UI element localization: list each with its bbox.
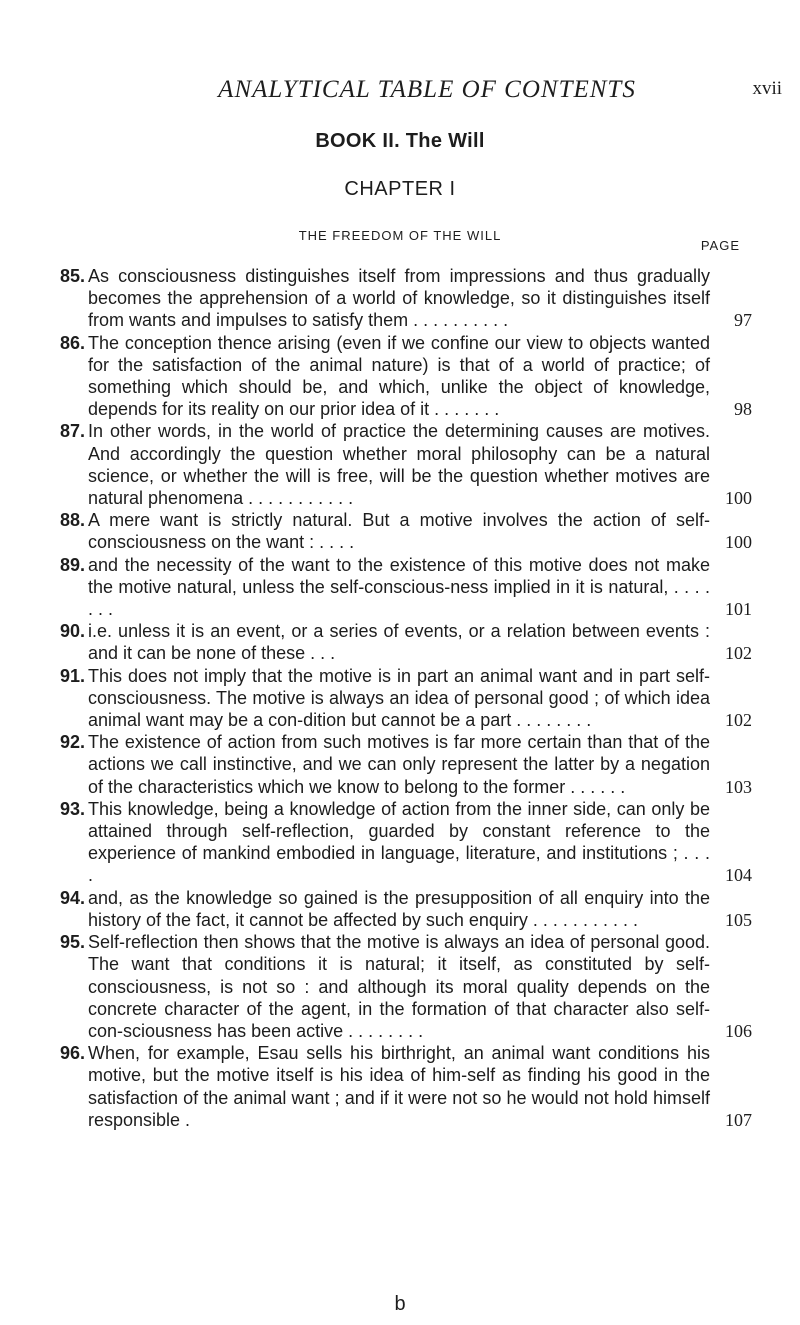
page-folio: xvii — [752, 78, 782, 99]
entry-page: 104 — [725, 865, 752, 886]
running-title: ANALYTICAL TABLE OF CONTENTS — [218, 76, 636, 103]
contents-entry — [60, 1042, 752, 1131]
entry-text: The existence of action from such motives is far more certain than that of the actions we call instinctive, and we can only represent the latter by a negation of the characteristics which we know to belong to the former . . . . . . — [88, 732, 710, 797]
entry-text: and, as the knowledge so gained is the presupposition of all enquiry into the history of the fact, it cannot be affected by such enquiry . . . . . . . . . . . — [88, 887, 710, 930]
entry-text: Self-reflection then shows that the motive is always an idea of personal good. The want that conditions it is natural; it itself, as constituted by self-consciousness, is not so : and although its moral quality depends on the concrete character of the agent, in the formation of that character also self-con-sciousness has been active . . . . . . . . — [88, 932, 710, 1041]
contents-entry — [60, 332, 752, 421]
entry-number: 91. — [60, 665, 86, 686]
chapter-title: THE FREEDOM OF THE WILL — [298, 228, 502, 243]
entry-page: 100 — [725, 532, 752, 553]
signature-mark: b — [394, 1293, 406, 1315]
entry-page: 107 — [725, 1109, 752, 1130]
entry-text: As consciousness distinguishes itself from impressions and thus gradually becomes the apprehension of a world of knowledge, so it distinguishes itself from wants and impulses to satisfy them . . . . . . . . . . — [88, 266, 710, 331]
entry-number: 90. — [60, 621, 86, 642]
contents-list — [60, 265, 752, 1131]
entry-page: 102 — [725, 710, 752, 731]
contents-entry — [60, 887, 752, 931]
entry-number: 86. — [60, 332, 86, 353]
entry-page: 105 — [725, 909, 752, 930]
entry-number: 87. — [60, 421, 86, 442]
entry-number: 85. — [60, 266, 86, 286]
entry-number: 94. — [60, 887, 86, 908]
entry-number: 89. — [60, 554, 86, 575]
contents-entry — [60, 554, 752, 621]
entry-number: 96. — [60, 1043, 86, 1064]
entry-text: The conception thence arising (even if we confine our view to objects wanted for the satisfaction of the animal nature) is that of a world of practice; of something which should be, and which, unlike the object of knowledge, depends for its reality on our prior idea of it . . . . . . . — [88, 332, 710, 420]
contents-entry — [60, 731, 752, 798]
entry-page: 97 — [734, 310, 752, 331]
entry-page: 102 — [725, 643, 752, 664]
contents-entry — [60, 509, 752, 553]
contents-entry — [60, 420, 752, 509]
contents-entry — [60, 798, 752, 887]
entry-page: 100 — [725, 488, 752, 509]
chapter-label: CHAPTER I — [344, 178, 456, 200]
entry-page: 101 — [725, 599, 752, 620]
running-head — [142, 76, 782, 106]
entry-number: 88. — [60, 510, 86, 531]
entry-text: A mere want is strictly natural. But a motive involves the action of self-consciousness on the want : . . . . — [88, 510, 710, 553]
entry-page: 103 — [725, 776, 752, 797]
entry-text: i.e. unless it is an event, or a series of events, or a relation between events : and it can be none of these . . . — [88, 621, 710, 664]
entry-text: This knowledge, being a knowledge of action from the inner side, can only be attained through self-reflection, guarded by constant reference to the experience of mankind embodied in language, literature, and institutions ; . . . . — [88, 798, 710, 886]
contents-entry — [60, 665, 752, 732]
entry-text: This does not imply that the motive is in part an animal want and in part self-consciousness. The motive is always an idea of personal good ; of which idea animal want may be a con-dition but cannot be a part . . . . . . . . — [88, 665, 710, 731]
contents-entry — [60, 931, 752, 1042]
entry-text: When, for example, Esau sells his birthright, an animal want conditions his motive, but the motive itself is his idea of him-self as finding his good in the satisfaction of the animal want ; and if it were not so he would not hold himself responsible . — [88, 1043, 710, 1130]
contents-entry — [60, 265, 752, 332]
entry-page: 98 — [734, 399, 752, 420]
page-column-label: PAGE — [700, 238, 740, 253]
entry-number: 93. — [60, 798, 86, 819]
entry-number: 92. — [60, 732, 86, 753]
book-title: BOOK II. The Will — [315, 130, 485, 152]
contents-entry — [60, 620, 752, 664]
entry-text: In other words, in the world of practice the determining causes are motives. And accordingly the question whether moral philosophy can be a natural science, or whether the will is free, will be the question whether motives are natural phenomena . . . . . . . . . . . — [88, 421, 710, 509]
entry-text: and the necessity of the want to the existence of this motive does not make the motive natural, unless the self-conscious-ness implied in it is natural, . . . . . . . — [88, 554, 710, 620]
entry-number: 95. — [60, 932, 86, 953]
entry-page: 106 — [725, 1020, 752, 1041]
